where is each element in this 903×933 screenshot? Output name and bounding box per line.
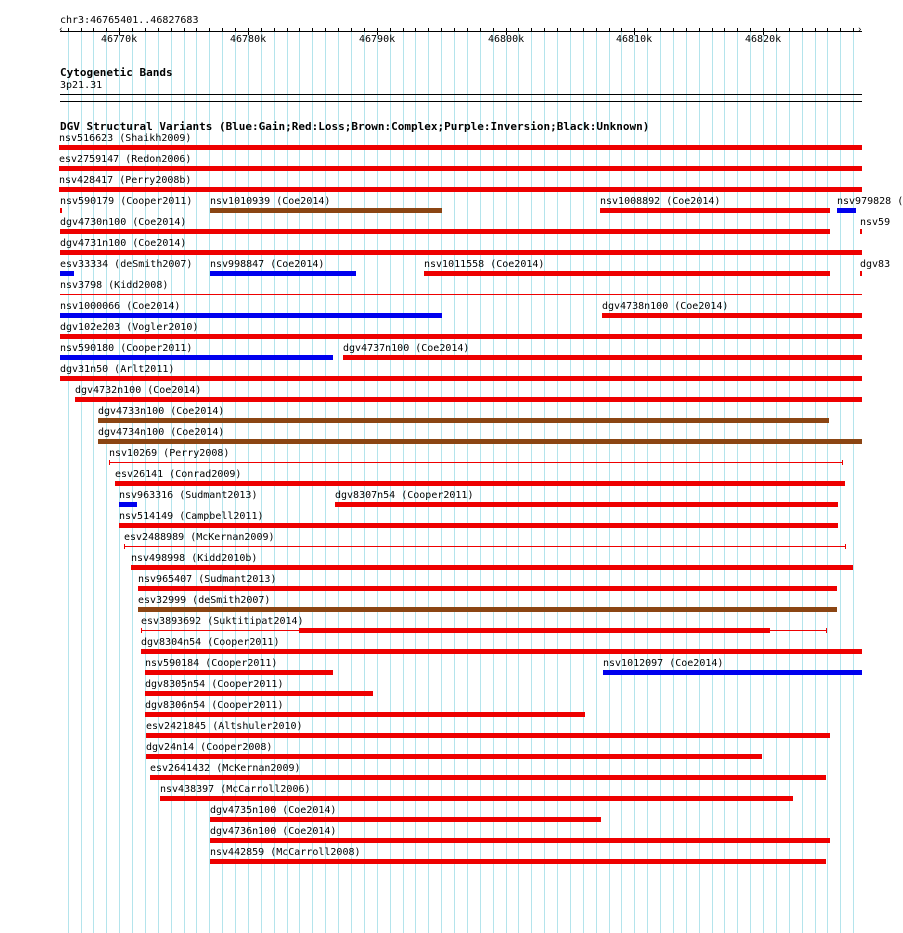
cytoband-label: 3p21.31: [60, 80, 103, 91]
variant-label[interactable]: dgv4736n100 (Coe2014): [210, 826, 337, 837]
ruler-minor-tick: [454, 28, 455, 32]
ruler-minor-tick: [699, 28, 700, 32]
ruler-minor-tick: [789, 28, 790, 32]
variant-label[interactable]: esv33334 (deSmith2007): [60, 259, 193, 270]
variant-bar[interactable]: [860, 271, 862, 276]
variant-label[interactable]: nsv3798 (Kidd2008): [60, 280, 169, 291]
variant-label[interactable]: nsv59: [860, 217, 891, 228]
ruler-minor-tick: [299, 28, 300, 32]
variant-bar[interactable]: [60, 208, 62, 213]
variant-label[interactable]: esv2421845 (Altshuler2010): [146, 721, 303, 732]
variant-end-tick: [826, 628, 827, 633]
variant-label[interactable]: esv32999 (deSmith2007): [138, 595, 271, 606]
variant-label[interactable]: dgv4732n100 (Coe2014): [75, 385, 202, 396]
ruler-minor-tick: [390, 28, 391, 32]
variant-end-tick: [141, 628, 142, 633]
ruler-minor-tick: [467, 28, 468, 32]
ruler-minor-tick: [480, 28, 481, 32]
variant-bar[interactable]: [160, 796, 793, 801]
variant-bar[interactable]: [150, 775, 826, 780]
variant-end-tick: [845, 544, 846, 549]
variant-bar[interactable]: [210, 271, 356, 276]
variant-bar[interactable]: [146, 733, 830, 738]
variant-bar[interactable]: [59, 166, 862, 171]
variant-bar[interactable]: [115, 481, 845, 486]
variant-end-tick: [109, 460, 110, 465]
variant-line[interactable]: [124, 546, 845, 547]
variant-label[interactable]: nsv590180 (Cooper2011): [60, 343, 193, 354]
variant-label[interactable]: nsv979828 (: [837, 196, 903, 207]
ruler-minor-tick: [351, 28, 352, 32]
ruler-minor-tick: [403, 28, 404, 32]
variant-bar[interactable]: [146, 754, 762, 759]
variant-bar[interactable]: [119, 502, 137, 507]
variant-bar[interactable]: [210, 208, 442, 213]
ruler-minor-tick: [415, 28, 416, 32]
ruler-tick-label: 46770k: [101, 34, 138, 45]
ruler-tick-label: 46790k: [359, 34, 396, 45]
variant-bar[interactable]: [145, 670, 333, 675]
variant-bar[interactable]: [602, 313, 862, 318]
variant-bar[interactable]: [837, 208, 856, 213]
variant-label[interactable]: nsv498998 (Kidd2010b): [131, 553, 258, 564]
ruler-minor-tick: [493, 28, 494, 32]
variant-label[interactable]: nsv428417 (Perry2008b): [59, 175, 192, 186]
variant-label[interactable]: esv2641432 (McKernan2009): [150, 763, 301, 774]
ruler-minor-tick: [312, 28, 313, 32]
variant-bar[interactable]: [141, 649, 862, 654]
cytoband-track-bottom-line: [60, 101, 862, 102]
variant-bar[interactable]: [59, 187, 862, 192]
ruler-minor-tick: [81, 28, 82, 32]
ruler-minor-tick: [531, 28, 532, 32]
ruler-minor-tick: [724, 28, 725, 32]
ruler-minor-tick: [660, 28, 661, 32]
variant-bar[interactable]: [343, 355, 862, 360]
ruler-tick-label: 46820k: [745, 34, 782, 45]
variant-bar[interactable]: [60, 376, 862, 381]
variant-label[interactable]: dgv8306n54 (Cooper2011): [145, 700, 284, 711]
variant-bar[interactable]: [60, 271, 74, 276]
variant-label[interactable]: dgv4734n100 (Coe2014): [98, 427, 225, 438]
variant-label[interactable]: nsv590184 (Cooper2011): [145, 658, 278, 669]
variant-end-tick: [842, 460, 843, 465]
variant-label[interactable]: esv2488989 (McKernan2009): [124, 532, 275, 543]
ruler-tick-label: 46810k: [616, 34, 653, 45]
ruler-position-label: chr3:46765401..46827683: [60, 15, 199, 26]
ruler-minor-tick: [673, 28, 674, 32]
variant-label[interactable]: dgv24n14 (Cooper2008): [146, 742, 273, 753]
ruler-minor-tick: [325, 28, 326, 32]
ruler-right-arrow-icon[interactable]: ›: [858, 25, 862, 35]
variant-label[interactable]: esv2759147 (Redon2006): [59, 154, 192, 165]
variant-bar[interactable]: [138, 607, 837, 612]
ruler-axis-line: [60, 31, 862, 32]
ruler-minor-tick: [93, 28, 94, 32]
variant-label[interactable]: nsv998847 (Coe2014): [210, 259, 325, 270]
ruler-minor-tick: [712, 28, 713, 32]
ruler-minor-tick: [518, 28, 519, 32]
ruler-minor-tick: [287, 28, 288, 32]
variant-bar[interactable]: [98, 439, 862, 444]
ruler-left-arrow-icon[interactable]: ‹: [59, 25, 63, 35]
ruler-minor-tick: [686, 28, 687, 32]
variant-label[interactable]: esv3893692 (Suktitipat2014): [141, 616, 304, 627]
ruler-tick-label: 46800k: [488, 34, 525, 45]
variant-label[interactable]: nsv438397 (McCarroll2006): [160, 784, 311, 795]
ruler-minor-tick: [776, 28, 777, 32]
ruler-minor-tick: [222, 28, 223, 32]
variant-bar[interactable]: [60, 229, 830, 234]
ruler-minor-tick: [647, 28, 648, 32]
variant-end-tick: [124, 544, 125, 549]
ruler-minor-tick: [583, 28, 584, 32]
variant-bar[interactable]: [59, 145, 862, 150]
grid-line: [853, 28, 854, 933]
variant-bar[interactable]: [75, 397, 862, 402]
ruler-minor-tick: [145, 28, 146, 32]
ruler-minor-tick: [364, 28, 365, 32]
variant-label[interactable]: dgv8307n54 (Cooper2011): [335, 490, 474, 501]
cytoband-track-title: Cytogenetic Bands: [60, 66, 173, 79]
variant-label[interactable]: nsv10269 (Perry2008): [109, 448, 230, 459]
variant-bar[interactable]: [860, 229, 862, 234]
ruler-minor-tick: [235, 28, 236, 32]
variant-bar[interactable]: [131, 565, 853, 570]
variant-label[interactable]: nsv590179 (Cooper2011): [60, 196, 193, 207]
variant-bar[interactable]: [424, 271, 830, 276]
ruler-minor-tick: [441, 28, 442, 32]
ruler-minor-tick: [196, 28, 197, 32]
ruler-minor-tick: [106, 28, 107, 32]
ruler-minor-tick: [570, 28, 571, 32]
ruler-minor-tick: [184, 28, 185, 32]
ruler-minor-tick: [68, 28, 69, 32]
variant-label[interactable]: dgv4738n100 (Coe2014): [602, 301, 729, 312]
variant-label[interactable]: dgv83: [860, 259, 891, 270]
ruler-minor-tick: [132, 28, 133, 32]
variant-line[interactable]: [109, 462, 842, 463]
ruler-minor-tick: [261, 28, 262, 32]
variant-line[interactable]: [60, 294, 862, 295]
variant-label[interactable]: nsv1000066 (Coe2014): [60, 301, 181, 312]
variant-bar[interactable]: [60, 355, 333, 360]
ruler-minor-tick: [274, 28, 275, 32]
variant-bar[interactable]: [603, 670, 862, 675]
variant-label[interactable]: nsv1010939 (Coe2014): [210, 196, 331, 207]
ruler-minor-tick: [158, 28, 159, 32]
variant-bar[interactable]: [145, 712, 585, 717]
variant-label[interactable]: dgv4730n100 (Coe2014): [60, 217, 187, 228]
cytoband-track-line: [60, 94, 862, 95]
variant-label[interactable]: nsv965407 (Sudmant2013): [138, 574, 277, 585]
variant-label[interactable]: dgv4735n100 (Coe2014): [210, 805, 337, 816]
variant-label[interactable]: dgv102e203 (Vogler2010): [60, 322, 199, 333]
variant-bar[interactable]: [138, 586, 837, 591]
variant-label[interactable]: nsv963316 (Sudmant2013): [119, 490, 258, 501]
dgv-track-title: DGV Structural Variants (Blue:Gain;Red:Loss;Brown:Complex;Purple:Inversion;Black:Unknown): [60, 120, 650, 133]
variant-label[interactable]: nsv1008892 (Coe2014): [600, 196, 721, 207]
ruler-minor-tick: [596, 28, 597, 32]
variant-bar[interactable]: [210, 859, 826, 864]
variant-bar[interactable]: [335, 502, 838, 507]
variant-bar[interactable]: [119, 523, 838, 528]
variant-bar[interactable]: [600, 208, 830, 213]
variant-label[interactable]: dgv8304n54 (Cooper2011): [141, 637, 280, 648]
variant-bar[interactable]: [210, 838, 830, 843]
ruler-minor-tick: [209, 28, 210, 32]
ruler-minor-tick: [750, 28, 751, 32]
variant-bar[interactable]: [60, 313, 442, 318]
ruler-minor-tick: [428, 28, 429, 32]
variant-label[interactable]: dgv4731n100 (Coe2014): [60, 238, 187, 249]
variant-label[interactable]: nsv1011558 (Coe2014): [424, 259, 545, 270]
variant-label[interactable]: nsv514149 (Campbell2011): [119, 511, 264, 522]
ruler-minor-tick: [621, 28, 622, 32]
ruler-tick-label: 46780k: [230, 34, 267, 45]
ruler-minor-tick: [544, 28, 545, 32]
ruler-minor-tick: [557, 28, 558, 32]
variant-bar[interactable]: [299, 628, 770, 633]
variant-bar[interactable]: [98, 418, 829, 423]
ruler-minor-tick: [840, 28, 841, 32]
ruler-minor-tick: [171, 28, 172, 32]
variant-label[interactable]: esv26141 (Conrad2009): [115, 469, 242, 480]
variant-label[interactable]: dgv8305n54 (Cooper2011): [145, 679, 284, 690]
ruler-minor-tick: [737, 28, 738, 32]
variant-label[interactable]: nsv442859 (McCarroll2008): [210, 847, 361, 858]
variant-bar[interactable]: [210, 817, 601, 822]
ruler-minor-tick: [338, 28, 339, 32]
ruler-minor-tick: [609, 28, 610, 32]
variant-bar[interactable]: [145, 691, 373, 696]
variant-label[interactable]: dgv4737n100 (Coe2014): [343, 343, 470, 354]
variant-bar[interactable]: [60, 250, 862, 255]
ruler-minor-tick: [827, 28, 828, 32]
ruler-minor-tick: [853, 28, 854, 32]
variant-bar[interactable]: [60, 334, 862, 339]
variant-label[interactable]: dgv31n50 (Arlt2011): [60, 364, 175, 375]
variant-label[interactable]: dgv4733n100 (Coe2014): [98, 406, 225, 417]
ruler-minor-tick: [802, 28, 803, 32]
variant-label[interactable]: nsv1012097 (Coe2014): [603, 658, 724, 669]
variant-label[interactable]: nsv516623 (Shaikh2009): [59, 133, 192, 144]
ruler-minor-tick: [815, 28, 816, 32]
